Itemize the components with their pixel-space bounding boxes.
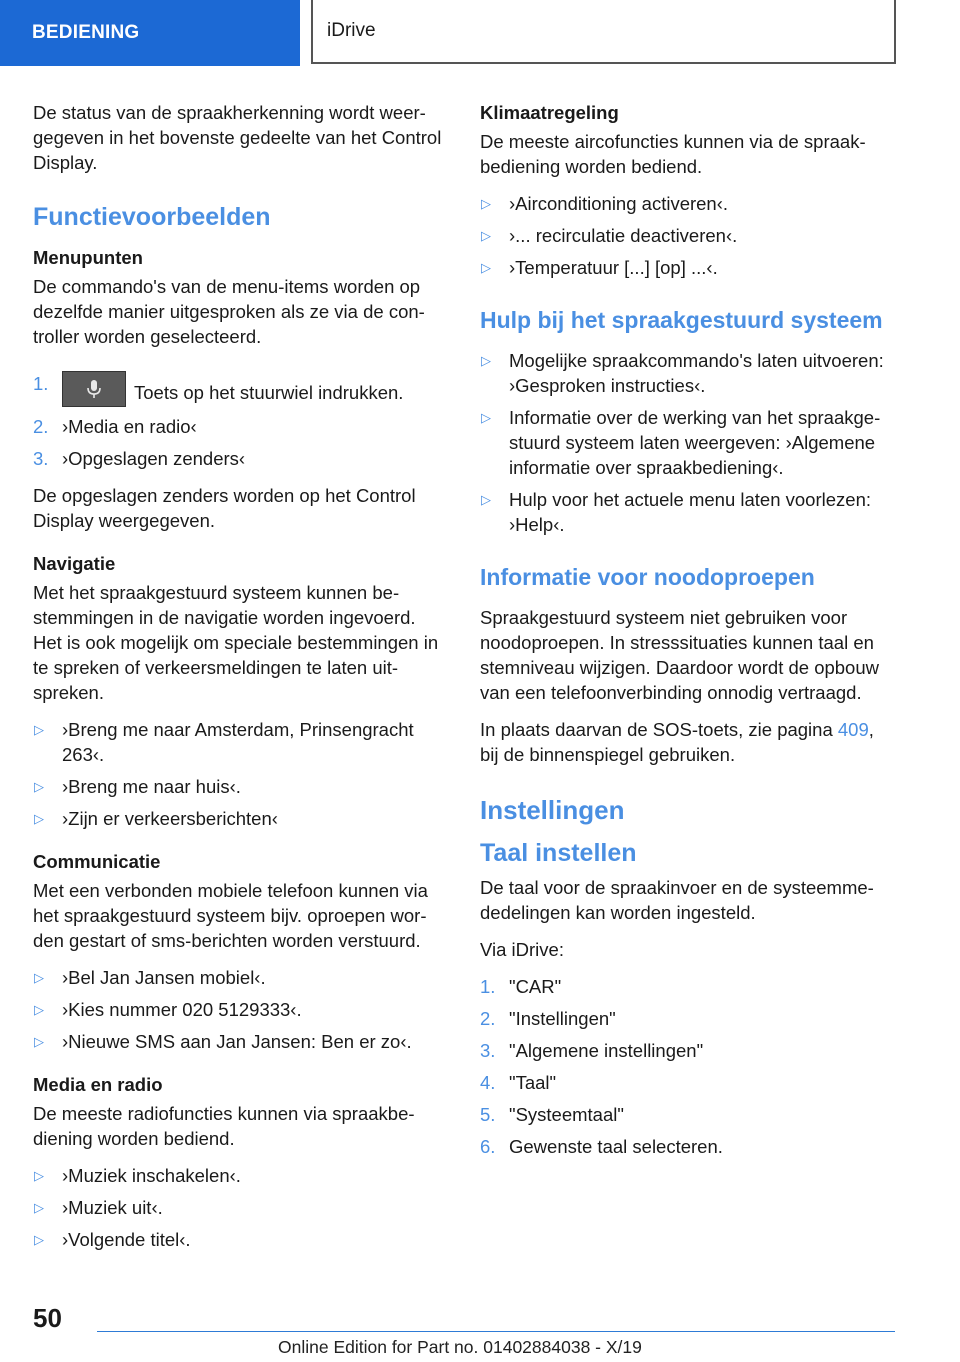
footer-edition: Online Edition for Part no. 01402884038 - X/19 (278, 1337, 642, 1357)
list-item (480, 1006, 895, 1031)
intro-paragraph: De status van de spraakherkenning wordt weergegeven in het bovenste gedeelte van het Control Display. (33, 102, 442, 173)
step-text: "Systeemtaal" (509, 1104, 624, 1125)
triangle-bullet-icon: ▷ (481, 228, 491, 243)
step-text: Gewenste taal selecteren. (509, 1136, 723, 1157)
step-number: 1. (480, 976, 496, 997)
triangle-bullet-icon: ▷ (34, 1232, 44, 1247)
page-header (0, 0, 960, 66)
triangle-bullet-icon: ▷ (481, 492, 491, 507)
list-item-text: ›Muziek inschakelen‹. (62, 1165, 241, 1186)
triangle-bullet-icon: ▷ (34, 1168, 44, 1183)
communication-paragraph: Met een verbonden mobiele telefoon kunnen via het spraakgestuurd systeem bijv. oproepen worden gestart of sms-berichten worden verstuurd. (33, 880, 428, 951)
section-heading-help: Hulp bij het spraakgestuurd systeem (480, 307, 883, 333)
list-item (480, 487, 895, 537)
right-column (480, 100, 895, 1171)
step-number: 6. (480, 1136, 496, 1157)
list-item (33, 1163, 443, 1188)
section-heading-settings: Instellingen (480, 795, 625, 825)
list-item (480, 1134, 895, 1159)
section-heading-examples: Functievoorbeelden (33, 203, 271, 231)
step-number: 4. (480, 1072, 496, 1093)
list-item (33, 1195, 443, 1220)
triangle-bullet-icon: ▷ (34, 1002, 44, 1017)
via-idrive: Via iDrive: (480, 939, 564, 960)
list-item-text: ›Zijn er verkeersberichten‹ (62, 808, 278, 829)
list-item (33, 1227, 443, 1252)
list-item-text: Mogelijke spraakcommando's laten uitvoeren: ›Gesproken instructies‹. (509, 350, 884, 396)
list-item (480, 974, 895, 999)
media-paragraph: De meeste radiofuncties kunnen via spraakbediening worden bediend. (33, 1103, 415, 1149)
triangle-bullet-icon: ▷ (481, 196, 491, 211)
step-text: "Taal" (509, 1072, 557, 1093)
list-item (33, 1029, 443, 1054)
step-text: Toets op het stuurwiel indrukken. (134, 382, 404, 403)
list-item-text: ›Kies nummer 020 5129333‹. (62, 999, 302, 1020)
list-item-text: ›Nieuwe SMS aan Jan Jansen: Ben er zo‹. (62, 1031, 412, 1052)
language-paragraph: De taal voor de spraakinvoer en de systeemmededelingen kan worden ingesteld. (480, 877, 874, 923)
section-heading-language: Taal instellen (480, 839, 637, 867)
media-list (33, 1163, 443, 1252)
list-item-text: Informatie over de werking van het spraakgestuurd systeem laten weergeven: ›Algemene informatie over spraakbediening‹. (509, 407, 881, 478)
list-item (33, 717, 443, 767)
list-item-text: ›Muziek uit‹. (62, 1197, 163, 1218)
subheading-communication: Communicatie (33, 851, 161, 872)
list-item (33, 446, 443, 471)
section-heading-emergency: Informatie voor noodoproepen (480, 564, 815, 590)
left-column (33, 100, 443, 1264)
triangle-bullet-icon: ▷ (481, 410, 491, 425)
list-item (480, 1038, 895, 1063)
list-item (480, 1070, 895, 1095)
triangle-bullet-icon: ▷ (481, 260, 491, 275)
triangle-bullet-icon: ▷ (34, 1200, 44, 1215)
step-text: "Algemene instellingen" (509, 1040, 704, 1061)
list-item-text: ›Breng me naar Amsterdam, Prinsengracht 263‹. (62, 719, 414, 765)
step-text: "CAR" (509, 976, 562, 997)
triangle-bullet-icon: ▷ (34, 722, 44, 737)
list-item-text: ›Temperatuur [...] [op] ...‹. (509, 257, 718, 278)
climate-paragraph: De meeste aircofuncties kunnen via de spraakbediening worden bediend. (480, 131, 866, 177)
menu-paragraph: De commando's van de menu-items worden op dezelfde manier uitgesproken als ze via de controller worden geselecteerd. (33, 276, 425, 347)
subheading-navigation: Navigatie (33, 553, 116, 574)
list-item (33, 371, 443, 407)
step-number: 3. (480, 1040, 496, 1061)
list-item (480, 223, 895, 248)
navigation-paragraph: Met het spraakgestuurd systeem kunnen bestemmingen in de navigatie worden ingevoerd. Het is ook mogelijk om speciale bestemmingen in te spreken of verkeersmeldingen te laten uitspreken. (33, 582, 439, 703)
subheading-menu: Menupunten (33, 247, 143, 268)
list-item (33, 414, 443, 439)
footer-divider (97, 1331, 895, 1332)
subheading-climate: Klimaatregeling (480, 102, 619, 123)
list-item-text: ›Bel Jan Jansen mobiel‹. (62, 967, 266, 988)
menu-after-paragraph: De opgeslagen zenders worden op het Control Display weergegeven. (33, 485, 416, 531)
step-text: ›Media en radio‹ (62, 416, 197, 437)
list-item (480, 348, 895, 398)
triangle-bullet-icon: ▷ (34, 779, 44, 794)
list-item-text: ›Airconditioning activeren‹. (509, 193, 729, 214)
subheading-media: Media en radio (33, 1074, 163, 1095)
triangle-bullet-icon: ▷ (34, 970, 44, 985)
section-tab: BEDIENING (0, 0, 300, 66)
language-steps (480, 974, 895, 1159)
sos-paragraph (480, 717, 895, 767)
page-link-409[interactable]: 409 (837, 719, 869, 740)
list-item (33, 774, 443, 799)
step-text: ›Opgeslagen zenders‹ (62, 448, 246, 469)
help-list (480, 348, 895, 537)
list-item (33, 965, 443, 990)
list-item-text: ›Breng me naar huis‹. (62, 776, 241, 797)
list-item (480, 1102, 895, 1127)
triangle-bullet-icon: ▷ (34, 1034, 44, 1049)
menu-steps (33, 371, 443, 471)
list-item (480, 405, 895, 480)
chapter-title: iDrive (311, 0, 896, 64)
navigation-list (33, 717, 443, 831)
step-number: 2. (480, 1008, 496, 1029)
list-item (480, 255, 895, 280)
step-number: 5. (480, 1104, 496, 1125)
step-number: 1. (33, 373, 49, 394)
climate-list (480, 191, 895, 280)
step-number: 2. (33, 416, 49, 437)
list-item-text: ›... recirculatie deactiveren‹. (509, 225, 738, 246)
triangle-bullet-icon: ▷ (34, 811, 44, 826)
sos-text-before: In plaats daarvan de SOS-toets, zie pagina (480, 719, 838, 740)
list-item (33, 997, 443, 1022)
list-item-text: ›Volgende titel‹. (62, 1229, 191, 1250)
step-text: "Instellingen" (509, 1008, 616, 1029)
sos-text-after: , bij de binnenspiegel gebruiken. (480, 719, 874, 765)
triangle-bullet-icon: ▷ (481, 353, 491, 368)
list-item (33, 806, 443, 831)
page-number: 50 (33, 1303, 62, 1333)
list-item (480, 191, 895, 216)
emergency-paragraph: Spraakgestuurd systeem niet gebruiken voor noodoproepen. In stresssituaties kunnen taal en stemniveau wijzigen. Daardoor wordt de opbouw van een telefoonverbinding onnodig vertraagd. (480, 607, 879, 703)
microphone-icon (62, 371, 126, 407)
communication-list (33, 965, 443, 1054)
list-item-text: Hulp voor het actuele menu laten voorlezen: ›Help‹. (509, 489, 871, 535)
step-number: 3. (33, 448, 49, 469)
